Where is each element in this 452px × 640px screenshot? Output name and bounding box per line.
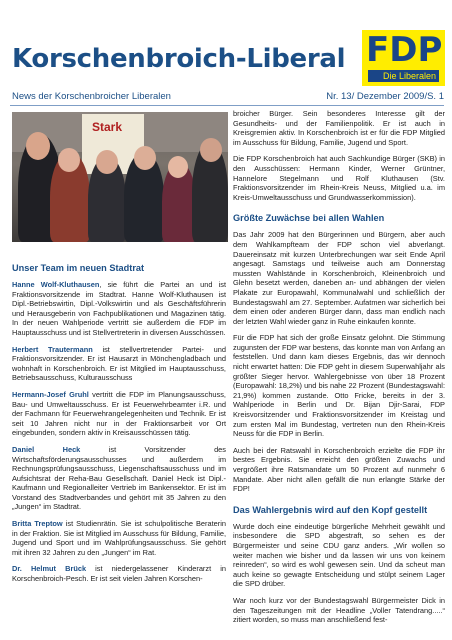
body-paragraph: Auch bei der Ratswahl in Korschenbroich erzielte die FDP ihr bestes Ergebnis. Sie erreicht den größten Zuwachs und vergrößert ihre Ratsmandate um 50 Prozent auf nunmehr 6 Mandate. Aber nicht allen gefällt die nun erlangte Stärke der FDP! xyxy=(233,445,445,494)
member-paragraph xyxy=(12,519,226,557)
member-paragraph xyxy=(12,345,226,383)
member-name: Daniel Heck xyxy=(12,444,81,454)
continued-paragraph: broicher Bürger. Sein besonderes Interesse gilt der Gesundheits- und der Familienpolitik. Er ist auch in Kreisgremien aktiv. In Korschenbroich ist er für die FDP Mitglied im Ausschuss für Bildung, Familie, Jugend und Sport. xyxy=(233,109,445,147)
sk-paragraph: Die FDP Korschenbroich hat auch Sachkundige Bürger (SKB) in den Ausschüssen: Hermann Kinder, Werner Grüntner, Hannelore Stegelmann und Rolf Kluthausen (Stv. Fraktionsvorsitzender im Rhein-Kreis Neuss, Mitglied u.a. im Kreis-Umweltausschuss und Grundwasserkommission). xyxy=(233,154,445,202)
right-column xyxy=(233,109,445,632)
body-paragraph: Das Jahr 2009 hat den Bürgerinnen und Bürgern, aber auch dem Wahlkampfteam der FDP schon viel abverlangt. Dauereinsatz mit kurzen Unterbrechungen war seit Ende April angesagt. Samstags und teilweise auch am Donnerstag mussten Wahlstände in Korschenbroich, Kleinenbroich und Glehn besetzt werden, daneben an- und abhängen der vielen Plakate zur Europawahl, Kommunalwahl und schließlich der Bundestagswahl am 27. September. Aufatmen war sicherlich bei dem einen oder anderen Bürger dann, dass man endlich nach der letzten Wahl wieder ganz in Ruhe einkaufen konnte. xyxy=(233,230,445,326)
left-column xyxy=(12,263,226,591)
section-heading-election: Das Wahlergebnis wird auf den Kopf gestellt xyxy=(233,504,428,515)
person-figure xyxy=(58,148,80,172)
member-name: Hanne Wolf-Kluthausen xyxy=(12,280,100,289)
member-text: ist Studienrätin. Sie ist schulpolitische Beraterin in der Fraktion. Sie ist Mitglied im Ausschuss für Bildung, Familie, Jugend und Sport und im Wahlprüfungsausschuss. Sie gehört mit ihren 32 Jahren zu den „Jungen“ im Rat. xyxy=(12,519,226,557)
section-heading-results: Größte Zuwächse bei allen Wahlen xyxy=(233,213,385,224)
body-paragraph: War noch kurz vor der Bundestagswahl Bürgermeister Dick in den Tageszeitungen mit der Headline „Voller Tatendrang.....“ zitiert worden, so muss man anschließend fest- xyxy=(233,595,445,625)
person-figure xyxy=(96,150,118,174)
member-text: ist stellvertretender Partei- und Fraktionsvorsitzender. Er ist Hausarzt in Mönchengladbach und wohnhaft in Korschenbroich. Er ist Mitglied im Hauptausschuss, Betriebsausschuss, Kulturausschuss xyxy=(12,344,226,383)
member-text: ist niedergelassener Kinderarzt in Korschenbroich-Pesch. Er ist seit vielen Jahren Korschen- xyxy=(12,564,226,584)
member-name: Britta Treptow xyxy=(12,519,63,529)
fdp-logo xyxy=(362,30,445,86)
member-text: vertritt die FDP im Planungsausschuss, Bau- und Umweltausschuss. Er ist Feuerwehrbeamter i.R. und der Fachmann für Feuerwehrangelegenheiten und Technik. Er ist seit 10 Jahren nicht nur in der Fraktionsarbeit vor Ort eingebunden, sondern aktiv in Kreisausschüssen tätig. xyxy=(12,389,226,438)
page-title: Korschenbroich-Liberal xyxy=(12,44,346,74)
body-paragraph: Für die FDP hat sich der große Einsatz gelohnt. Die Stimmung zugunsten der FDP war bestens, das konnte man von Anfang an feststellen. Und dann kam dieses Ergebnis, das wir dennoch nicht erwartet hatten: Die FDP geht in diesem Superwahljahr als größter Sieger hervor. Wahlergebnisse von über 18 Prozent (Europawahl: 18,2%) und bis nahe 22 Prozent (Bundestagswahl: 21,9%) kommen zustande. Otto Fricke, bereits in der 3. Wahlperiode in Berlin und Dr. Bijan Djir-Sarai, FDP Kreisvorsitzender und Fraktionsvorsitzender im Kreistag und zum ersten Mal im Bundestag, vertreten nun den Rhein-Kreis Neuss für die FDP in Berlin. xyxy=(233,333,445,439)
member-paragraph xyxy=(12,280,226,338)
header-divider xyxy=(10,105,444,106)
team-photo xyxy=(12,112,228,242)
logo-text: FDP xyxy=(366,30,443,70)
person-figure xyxy=(134,146,156,170)
body-paragraph: Wurde doch eine eindeutige bürgerliche Mehrheit gewählt und insbesondere die SPD abgestraft, so sehen es der Bürgermeister und seine CDU ganz anders. „Wir wollen so weiter machen wie bisher und da lassen wir uns von keinem reinreden“, so wird es wohl gewesen sein. Und da scheut man auch keine so gewagte Entscheidung und stülpt seinem Lager die SPD drüber. xyxy=(233,521,445,589)
member-name: Hermann-Josef Gruhl xyxy=(12,389,89,399)
member-paragraph xyxy=(12,564,226,583)
issue-info: Nr. 13/ Dezember 2009/S. 1 xyxy=(326,91,444,102)
member-text: , sie führt die Partei an und ist Fraktionsvorsitzende im Stadtrat. Hanne Wolf-Kluthausen ist Dipl.-Betriebswirtin, Dipl.-Volkswirtin und als Geschäftsführerin und Herausgeberin von Fachpublikationen und Magazinen tätig. In der neuen Wahlperiode vertritt sie außerdem die FDP im Hauptausschuss und ist Stellvertreterin in diversen Ausschüssen. xyxy=(12,280,226,337)
team-heading: Unser Team im neuen Stadtrat xyxy=(12,263,145,273)
member-name: Herbert Trautermann xyxy=(12,344,93,354)
person-figure xyxy=(168,156,188,178)
logo-tagline: Die Liberalen xyxy=(368,70,439,82)
person-figure xyxy=(200,138,222,162)
person-figure xyxy=(26,132,50,160)
member-paragraph xyxy=(12,445,226,512)
member-text: ist Vorsitzender des Wirtschaftsförderungsausschusses und außerdem im Rechnungsprüfungsausschuss, Liegenschaftsausschuss und im Aufsichtsrat der Reha-Bau Gesellschaft. Daniel Heck ist Dipl.-Kaufmann und Regionalleiter Vertrieb im Bankensektor. Er ist im Vorstand des Stadtverbandes und gehört mit 35 Jahren zu den „Jungen“ im Stadtrat. xyxy=(12,444,226,512)
newsletter-subtitle: News der Korschenbroicher Liberalen xyxy=(12,91,171,102)
member-paragraph xyxy=(12,390,226,438)
member-name: Dr. Helmut Brück xyxy=(12,564,87,574)
